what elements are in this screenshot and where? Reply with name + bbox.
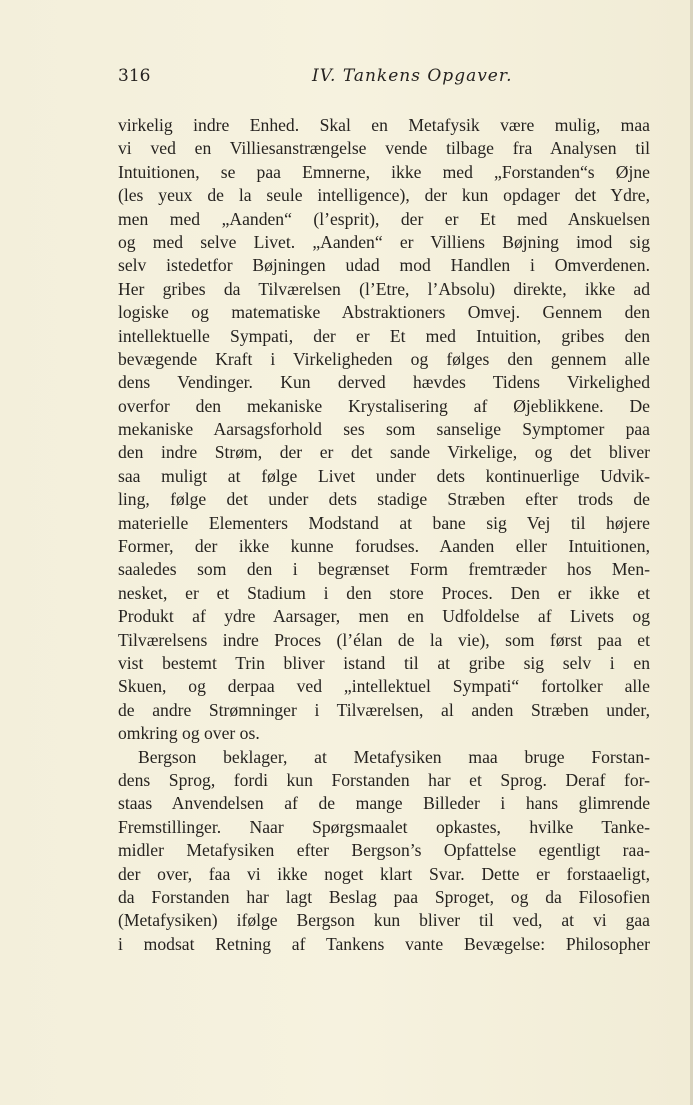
text-line: staas Anvendelsen af de mange Billeder i hans glimrende (118, 793, 650, 814)
running-title: IV. Tankens Opgaver. (312, 66, 513, 86)
page-number: 316 (118, 66, 151, 86)
text-line: Her gribes da Tilværelsen (l’Etre, l’Absolu) direkte, ikke ad (118, 278, 650, 299)
text-line: Skuen, og derpaa ved „intellektuel Sympati“ fortolker alle (118, 676, 650, 697)
text-line: intellektuelle Sympati, der er Et med Intuition, gribes den (118, 325, 650, 346)
text-line: og med selve Livet. „Aanden“ er Villiens Bøjning imod sig (118, 231, 650, 252)
text-line: ling, følge det under dets stadige Stræben efter trods de (118, 489, 650, 510)
text-line: der over, faa vi ikke noget klart Svar. Dette er forstaaeligt, (118, 863, 650, 884)
text-line: (Metafysiken) ifølge Bergson kun bliver til ved, at vi gaa (118, 910, 650, 931)
text-line: selv istedetfor Bøjningen udad mod Handlen i Omverdenen. (118, 255, 650, 276)
paragraph (118, 746, 650, 957)
text-line: Fremstillinger. Naar Spørgsmaalet opkastes, hvilke Tanke- (118, 816, 650, 837)
text-line: dens Vendinger. Kun derved hævdes Tidens Virkelighed (118, 372, 650, 393)
text-line: men med „Aanden“ (l’esprit), der er Et med Anskuelsen (118, 208, 650, 229)
text-line: vi ved en Villiesanstrængelse vende tilbage fra Analysen til (118, 138, 650, 159)
text-line: Former, der ikke kunne forudses. Aanden eller Intuitionen, (118, 536, 650, 557)
body-text (118, 114, 650, 956)
text-line: Intuitionen, se paa Emnerne, ikke med „Forstanden“s Øjne (118, 161, 650, 182)
text-line: mekaniske Aarsagsforhold ses som sanselige Symptomer paa (118, 419, 650, 440)
text-line: virkelig indre Enhed. Skal en Metafysik være mulig, maa (118, 115, 650, 135)
page-header (118, 66, 648, 90)
text-line: i modsat Retning af Tankens vante Bevægelse: Philosopher (118, 933, 650, 954)
text-line: omkring og over os. (118, 723, 260, 744)
text-line: den indre Strøm, der er det sande Virkelige, og det bliver (118, 442, 650, 463)
text-line: dens Sprog, fordi kun Forstanden har et Sprog. Deraf for- (118, 769, 650, 790)
text-line: Produkt af ydre Aarsager, men en Udfoldelse af Livets og (118, 606, 650, 627)
text-line: Tilværelsens indre Proces (l’élan de la vie), som først paa et (118, 629, 650, 650)
text-line: saa muligt at følge Livet under dets kontinuerlige Udvik- (118, 465, 650, 486)
text-line: midler Metafysiken efter Bergson’s Opfattelse egentligt raa- (118, 840, 650, 861)
text-line: Bergson beklager, at Metafysiken maa bruge Forstan- (138, 746, 650, 767)
text-line: materielle Elementers Modstand at bane sig Vej til højere (118, 512, 650, 533)
text-line: bevægende Kraft i Virkeligheden og følges den gennem alle (118, 348, 650, 369)
text-line: overfor den mekaniske Krystalisering af Øjeblikkene. De (118, 395, 650, 416)
text-line: de andre Strømninger i Tilværelsen, al anden Stræben under, (118, 699, 650, 720)
text-line: vist bestemt Trin bliver istand til at gribe sig selv i en (118, 652, 650, 673)
text-line: nesket, er et Stadium i den store Proces. Den er ikke et (118, 582, 650, 603)
text-line: da Forstanden har lagt Beslag paa Sproget, og da Filosofien (118, 886, 650, 907)
paragraph (118, 114, 650, 746)
text-line: saaledes som den i begrænset Form fremtræder hos Men- (118, 559, 650, 580)
text-line: (les yeux de la seule intelligence), der kun opdager det Ydre, (118, 185, 650, 206)
text-line: logiske og matematiske Abstraktioners Omvej. Gennem den (118, 302, 650, 323)
